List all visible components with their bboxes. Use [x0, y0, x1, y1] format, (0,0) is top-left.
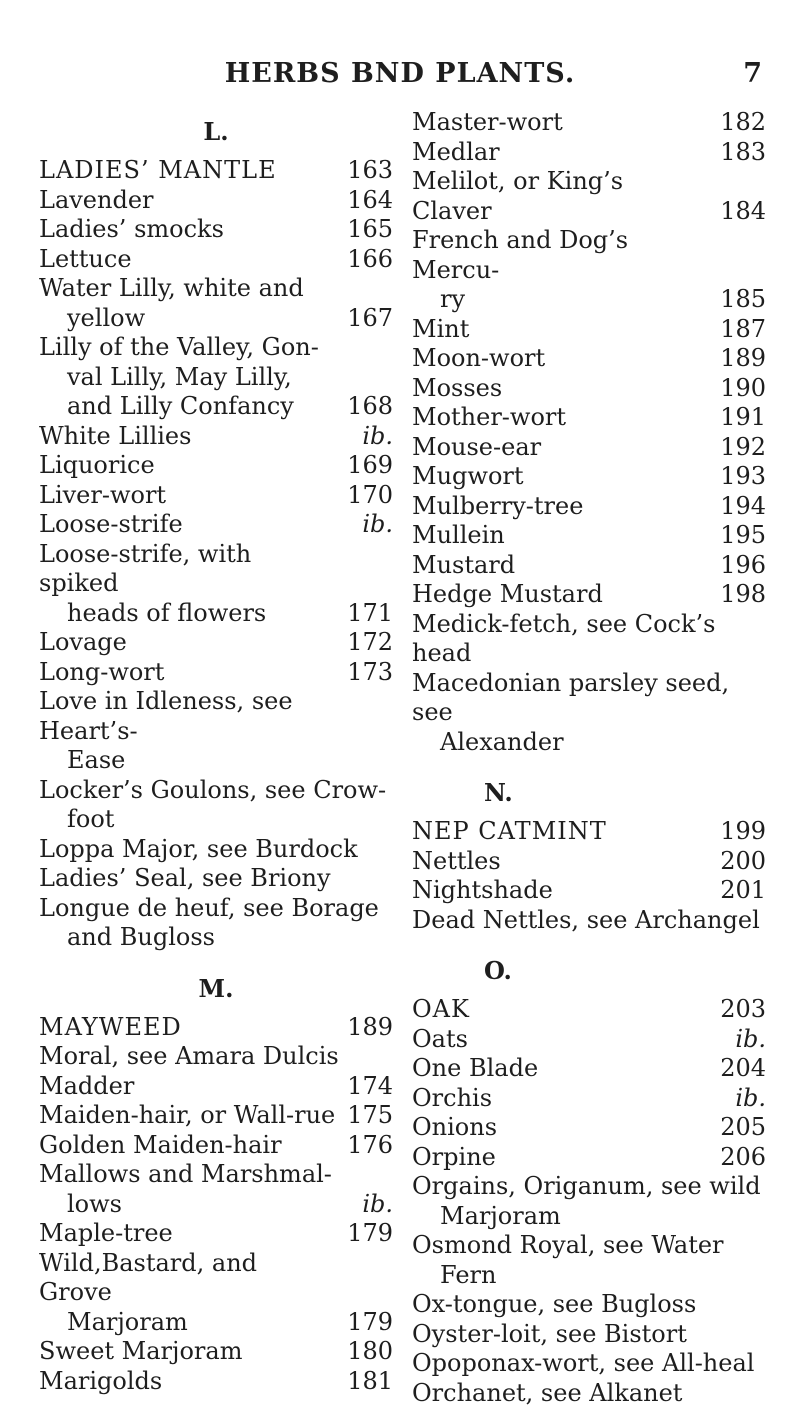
- section-letter: M.: [39, 965, 393, 1013]
- index-entry: [39, 1160, 393, 1219]
- entry-text: Locker’s Goulons, see Crow-: [39, 776, 393, 806]
- entry-page-number: 176: [347, 1131, 393, 1161]
- index-entry: [39, 894, 393, 953]
- entry-text: Ladies’ smocks: [39, 215, 393, 245]
- index-entry: [39, 274, 393, 333]
- entry-text: Onions: [412, 1113, 766, 1143]
- index-entry: [412, 906, 766, 936]
- index-entry: [412, 1084, 766, 1114]
- index-entry: [412, 344, 766, 374]
- entry-text: Melilot, or King’s Claver: [412, 167, 766, 226]
- index-entry: [412, 1143, 766, 1173]
- entry-page-number: 194: [720, 492, 766, 522]
- entry-text: Moral, see Amara Dulcis: [39, 1042, 393, 1072]
- entry-page-number: 175: [347, 1101, 393, 1131]
- entry-page-number: 165: [347, 215, 393, 245]
- index-entry: [412, 226, 766, 315]
- entry-text: Lettuce: [39, 245, 393, 275]
- section-gap: [39, 953, 393, 965]
- index-entry: [39, 215, 393, 245]
- entry-page-number: ib.: [735, 1025, 766, 1055]
- index-entry: [39, 481, 393, 511]
- entry-text: One Blade: [412, 1054, 766, 1084]
- entry-page-number: 164: [347, 186, 393, 216]
- index-entry: [412, 374, 766, 404]
- section-gap: [412, 935, 766, 947]
- entry-text: Hedge Mustard: [412, 580, 766, 610]
- index-entry: [39, 1337, 393, 1367]
- entry-page-number: 204: [720, 1054, 766, 1084]
- index-entry: [39, 835, 393, 865]
- entry-page-number: 196: [720, 551, 766, 581]
- entry-text: and Lilly Confancy: [39, 392, 393, 422]
- index-entry: [412, 1054, 766, 1084]
- entry-text: Liquorice: [39, 451, 393, 481]
- entry-page-number: 171: [347, 599, 393, 629]
- index-entry: [412, 1290, 766, 1320]
- index-entry: [39, 156, 393, 186]
- right-column: [412, 108, 766, 1408]
- entry-text: Ease: [39, 746, 393, 776]
- entry-text: Mugwort: [412, 462, 766, 492]
- entry-page-number: 166: [347, 245, 393, 275]
- entry-text: Ox-tongue, see Bugloss: [412, 1290, 766, 1320]
- entry-text: ry: [412, 285, 766, 315]
- index-entry: [39, 1101, 393, 1131]
- entry-page-number: 191: [720, 403, 766, 433]
- entry-page-number: 200: [720, 847, 766, 877]
- index-entry: [412, 521, 766, 551]
- entry-text: Moon-wort: [412, 344, 766, 374]
- index-entry: [412, 1025, 766, 1055]
- section-letter: O.: [412, 947, 766, 995]
- index-entry: [39, 864, 393, 894]
- entry-page-number: 181: [347, 1367, 393, 1397]
- entry-text: Mallows and Marshmal-: [39, 1160, 393, 1190]
- entry-page-number: 205: [720, 1113, 766, 1143]
- entry-page-number: ib.: [362, 510, 393, 540]
- index-entry: [412, 1349, 766, 1379]
- entry-page-number: ib.: [735, 1084, 766, 1114]
- index-entry: [412, 167, 766, 226]
- entry-text: Medick-fetch, see Cock’s head: [412, 610, 766, 669]
- entry-text: Loppa Major, see Burdock: [39, 835, 393, 865]
- index-entry: [39, 628, 393, 658]
- entry-text: Nightshade: [412, 876, 766, 906]
- index-entry: [412, 315, 766, 345]
- running-title: HERBS BND PLANTS.: [0, 58, 800, 89]
- index-entry: [39, 333, 393, 422]
- entry-text: White Lillies: [39, 422, 393, 452]
- entry-text: Alexander: [412, 728, 766, 758]
- entry-text: Orgains, Origanum, see wild: [412, 1172, 766, 1202]
- index-entry: [39, 658, 393, 688]
- entry-page-number: 190: [720, 374, 766, 404]
- entry-page-number: 180: [347, 1337, 393, 1367]
- entry-page-number: 179: [347, 1219, 393, 1249]
- entry-page-number: 172: [347, 628, 393, 658]
- entry-text: Dead Nettles, see Archangel: [412, 906, 766, 936]
- entry-page-number: 168: [347, 392, 393, 422]
- entry-text: Oyster-loit, see Bistort: [412, 1320, 766, 1350]
- entry-page-number: 173: [347, 658, 393, 688]
- index-entry: [412, 669, 766, 758]
- entry-text: NEP CATMINT: [412, 817, 766, 847]
- index-entry: [412, 1320, 766, 1350]
- entry-text: OAK: [412, 995, 766, 1025]
- entry-text: Mouse-ear: [412, 433, 766, 463]
- index-entry: [39, 451, 393, 481]
- entry-text: Medlar: [412, 138, 766, 168]
- entry-text: Mustard: [412, 551, 766, 581]
- entry-page-number: 174: [347, 1072, 393, 1102]
- entry-text: foot: [39, 805, 393, 835]
- index-entry: [39, 687, 393, 776]
- left-column: [39, 108, 393, 1396]
- entry-page-number: 192: [720, 433, 766, 463]
- entry-text: LADIES’ MANTLE: [39, 156, 393, 186]
- entry-page-number: 183: [720, 138, 766, 168]
- index-entry: [412, 1379, 766, 1408]
- entry-text: Nettles: [412, 847, 766, 877]
- index-entry: [39, 1042, 393, 1072]
- entry-page-number: 198: [720, 580, 766, 610]
- entry-text: Lavender: [39, 186, 393, 216]
- index-entry: [39, 186, 393, 216]
- entry-text: yellow: [39, 304, 393, 334]
- entry-page-number: 167: [347, 304, 393, 334]
- entry-text: Liver-wort: [39, 481, 393, 511]
- entry-page-number: 201: [720, 876, 766, 906]
- index-entry: [39, 540, 393, 629]
- entry-page-number: 206: [720, 1143, 766, 1173]
- index-entry: [39, 1219, 393, 1249]
- entry-page-number: 195: [720, 521, 766, 551]
- entry-text: Marjoram: [39, 1308, 393, 1338]
- entry-page-number: 170: [347, 481, 393, 511]
- entry-page-number: ib.: [362, 422, 393, 452]
- entry-page-number: 163: [347, 156, 393, 186]
- entry-text: Madder: [39, 1072, 393, 1102]
- index-entry: [412, 847, 766, 877]
- entry-text: heads of flowers: [39, 599, 393, 629]
- entry-text: Ladies’ Seal, see Briony: [39, 864, 393, 894]
- index-entry: [412, 492, 766, 522]
- entry-text: Macedonian parsley seed, see: [412, 669, 766, 728]
- index-entry: [412, 580, 766, 610]
- entry-text: val Lilly, May Lilly,: [39, 363, 393, 393]
- entry-text: Loose-strife: [39, 510, 393, 540]
- entry-page-number: 184: [720, 197, 766, 227]
- page-number: 7: [743, 58, 762, 89]
- index-entry: [412, 108, 766, 138]
- index-entry: [39, 422, 393, 452]
- entry-page-number: 169: [347, 451, 393, 481]
- section-letter: L.: [39, 108, 393, 156]
- entry-text: Oats: [412, 1025, 766, 1055]
- entry-text: Fern: [412, 1261, 766, 1291]
- entry-page-number: 193: [720, 462, 766, 492]
- entry-text: Long-wort: [39, 658, 393, 688]
- entry-text: Mulberry-tree: [412, 492, 766, 522]
- entry-text: Mosses: [412, 374, 766, 404]
- entry-text: Loose-strife, with spiked: [39, 540, 393, 599]
- entry-text: and Bugloss: [39, 923, 393, 953]
- entry-text: Lovage: [39, 628, 393, 658]
- index-entry: [39, 1249, 393, 1338]
- entry-text: Master-wort: [412, 108, 766, 138]
- entry-text: Marjoram: [412, 1202, 766, 1232]
- entry-text: Mint: [412, 315, 766, 345]
- index-entry: [412, 138, 766, 168]
- entry-text: Water Lilly, white and: [39, 274, 393, 304]
- index-entry: [412, 433, 766, 463]
- entry-page-number: 179: [347, 1308, 393, 1338]
- entry-text: Love in Idleness, see Heart’s-: [39, 687, 393, 746]
- entry-text: MAYWEED: [39, 1013, 393, 1043]
- entry-text: Maple-tree: [39, 1219, 393, 1249]
- entry-page-number: ib.: [362, 1190, 393, 1220]
- entry-text: Mother-wort: [412, 403, 766, 433]
- index-entry: [412, 403, 766, 433]
- section-letter: N.: [412, 769, 766, 817]
- entry-text: Wild,Bastard, and Grove: [39, 1249, 393, 1308]
- index-entry: [39, 1367, 393, 1397]
- index-entry: [412, 1113, 766, 1143]
- section-gap: [412, 757, 766, 769]
- index-entry: [39, 245, 393, 275]
- index-entry: [412, 995, 766, 1025]
- entry-text: Osmond Royal, see Water: [412, 1231, 766, 1261]
- index-entry: [39, 776, 393, 835]
- index-entry: [39, 510, 393, 540]
- entry-page-number: 189: [720, 344, 766, 374]
- index-entry: [412, 817, 766, 847]
- entry-page-number: 182: [720, 108, 766, 138]
- entry-page-number: 199: [720, 817, 766, 847]
- entry-text: Longue de heuf, see Borage: [39, 894, 393, 924]
- entry-text: Sweet Marjoram: [39, 1337, 393, 1367]
- index-entry: [39, 1131, 393, 1161]
- entry-page-number: 187: [720, 315, 766, 345]
- page-header: [0, 58, 800, 98]
- entry-text: Marigolds: [39, 1367, 393, 1397]
- index-entry: [412, 1231, 766, 1290]
- entry-text: Maiden-hair, or Wall-rue: [39, 1101, 393, 1131]
- entry-text: Orchanet, see Alkanet: [412, 1379, 766, 1408]
- index-entry: [412, 551, 766, 581]
- index-entry: [412, 1172, 766, 1231]
- entry-text: French and Dog’s Mercu-: [412, 226, 766, 285]
- entry-text: Golden Maiden-hair: [39, 1131, 393, 1161]
- entry-text: Lilly of the Valley, Gon-: [39, 333, 393, 363]
- entry-page-number: 203: [720, 995, 766, 1025]
- index-entry: [412, 610, 766, 669]
- entry-text: Orchis: [412, 1084, 766, 1114]
- index-entry: [39, 1013, 393, 1043]
- entry-text: lows: [39, 1190, 393, 1220]
- entry-page-number: 185: [720, 285, 766, 315]
- index-entry: [412, 876, 766, 906]
- entry-text: Orpine: [412, 1143, 766, 1173]
- entry-text: Mullein: [412, 521, 766, 551]
- index-entry: [39, 1072, 393, 1102]
- index-entry: [412, 462, 766, 492]
- entry-text: Opoponax-wort, see All-heal: [412, 1349, 766, 1379]
- entry-page-number: 189: [347, 1013, 393, 1043]
